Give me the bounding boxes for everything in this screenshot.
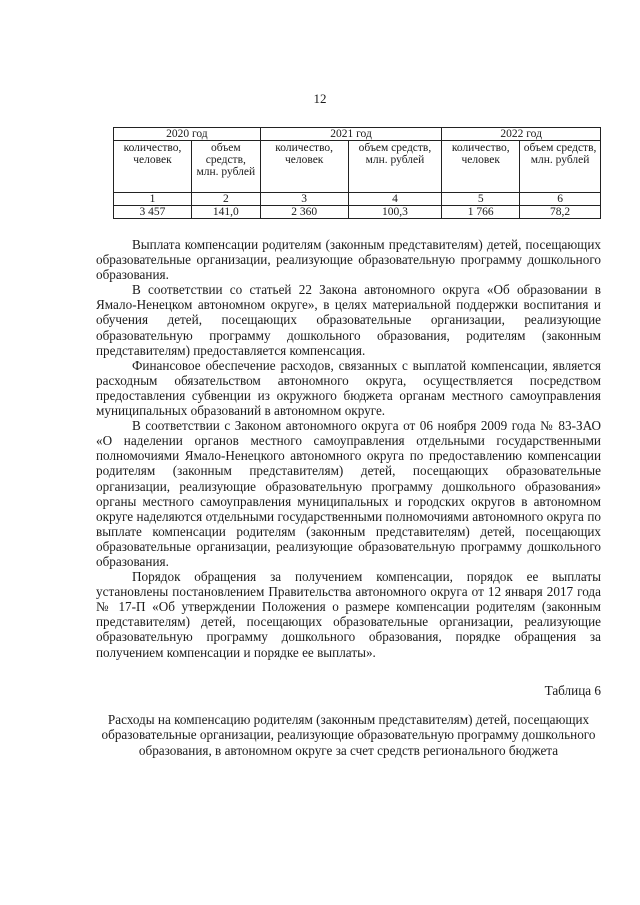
column-number: 4 [348,193,442,206]
paragraph: Финансовое обеспечение расходов, связанных с выплатой компенсации, является расходным обязательством автономного округа, осуществляется посредством предоставления субвенции из окружного бюджета органам местного самоуправления муниципальных образований в автономном округе. [96,357,601,419]
table-cell: 2 360 [260,206,348,219]
table-cell: 100,3 [348,206,442,219]
table-cell: 3 457 [114,206,192,219]
table-cell: 141,0 [191,206,260,219]
column-number: 2 [191,193,260,206]
column-header: количество, человек [114,141,192,193]
paragraph: В соответствии со статьей 22 Закона автономного округа «Об образовании в Ямало-Ненецком автономном округе», в целях материальной поддержки воспитания и обучения детей, посещающих образовательные организации, реализующие образовательную программу дошкольного образования, родителям (законным представителям) предоставляется компенсация. [96,282,601,358]
year-2022: 2022 год [442,128,601,141]
table-label: Таблица 6 [544,683,601,698]
column-header: объем средств, млн. рублей [348,141,442,193]
column-number: 1 [114,193,192,206]
column-header: объем средств, млн. рублей [191,141,260,193]
column-number: 6 [520,193,601,206]
data-table [113,127,601,219]
column-number: 5 [442,193,520,206]
paragraph: Порядок обращения за получением компенсации, порядок ее выплаты установлены постановлением Правительства автономного округа от 12 января 2017 года № 17-П «Об утверждении Положения о размере компенсации родителям (законным представителям) детей, посещающих образовательные организации, реализующие образовательную программу дошкольного образования, порядке обращения за получением компенсации и порядке ее выплаты». [96,569,601,660]
year-2020: 2020 год [114,128,261,141]
table-caption: Расходы на компенсацию родителям (законным представителям) детей, посещающих образовательные организации, реализующие образовательную программу дошкольного образования, в автономном округе за счет средств регионального бюджета [101,712,596,758]
column-header: количество, человек [260,141,348,193]
body-text [96,237,601,660]
page-number: 12 [313,91,327,106]
column-header: количество, человек [442,141,520,193]
table-cell: 1 766 [442,206,520,219]
year-2021: 2021 год [260,128,442,141]
table-cell: 78,2 [520,206,601,219]
column-number: 3 [260,193,348,206]
column-header: объем средств, млн. рублей [520,141,601,193]
paragraph: Выплата компенсации родителям (законным представителям) детей, посещающих образовательные организации, реализующие образовательную программу дошкольного образования. [96,237,601,283]
paragraph: В соответствии с Законом автономного округа от 06 ноября 2009 года № 83-ЗАО «О наделении органов местного самоуправления отдельными государственными полномочиями Ямало-Ненецкого автономного округа по предоставлению компенсации родителям (законным представителям) детей, посещающих образовательные организации, реализующие образовательную программу дошкольного образования» органы местного самоуправления муниципальных и городских округов в автономном округе наделяются отдельными государственными полномочиями автономного округа по выплате компенсации родителям (законным представителям) детей, посещающих образовательные организации, реализующие образовательную программу дошкольного образования. [96,418,601,569]
